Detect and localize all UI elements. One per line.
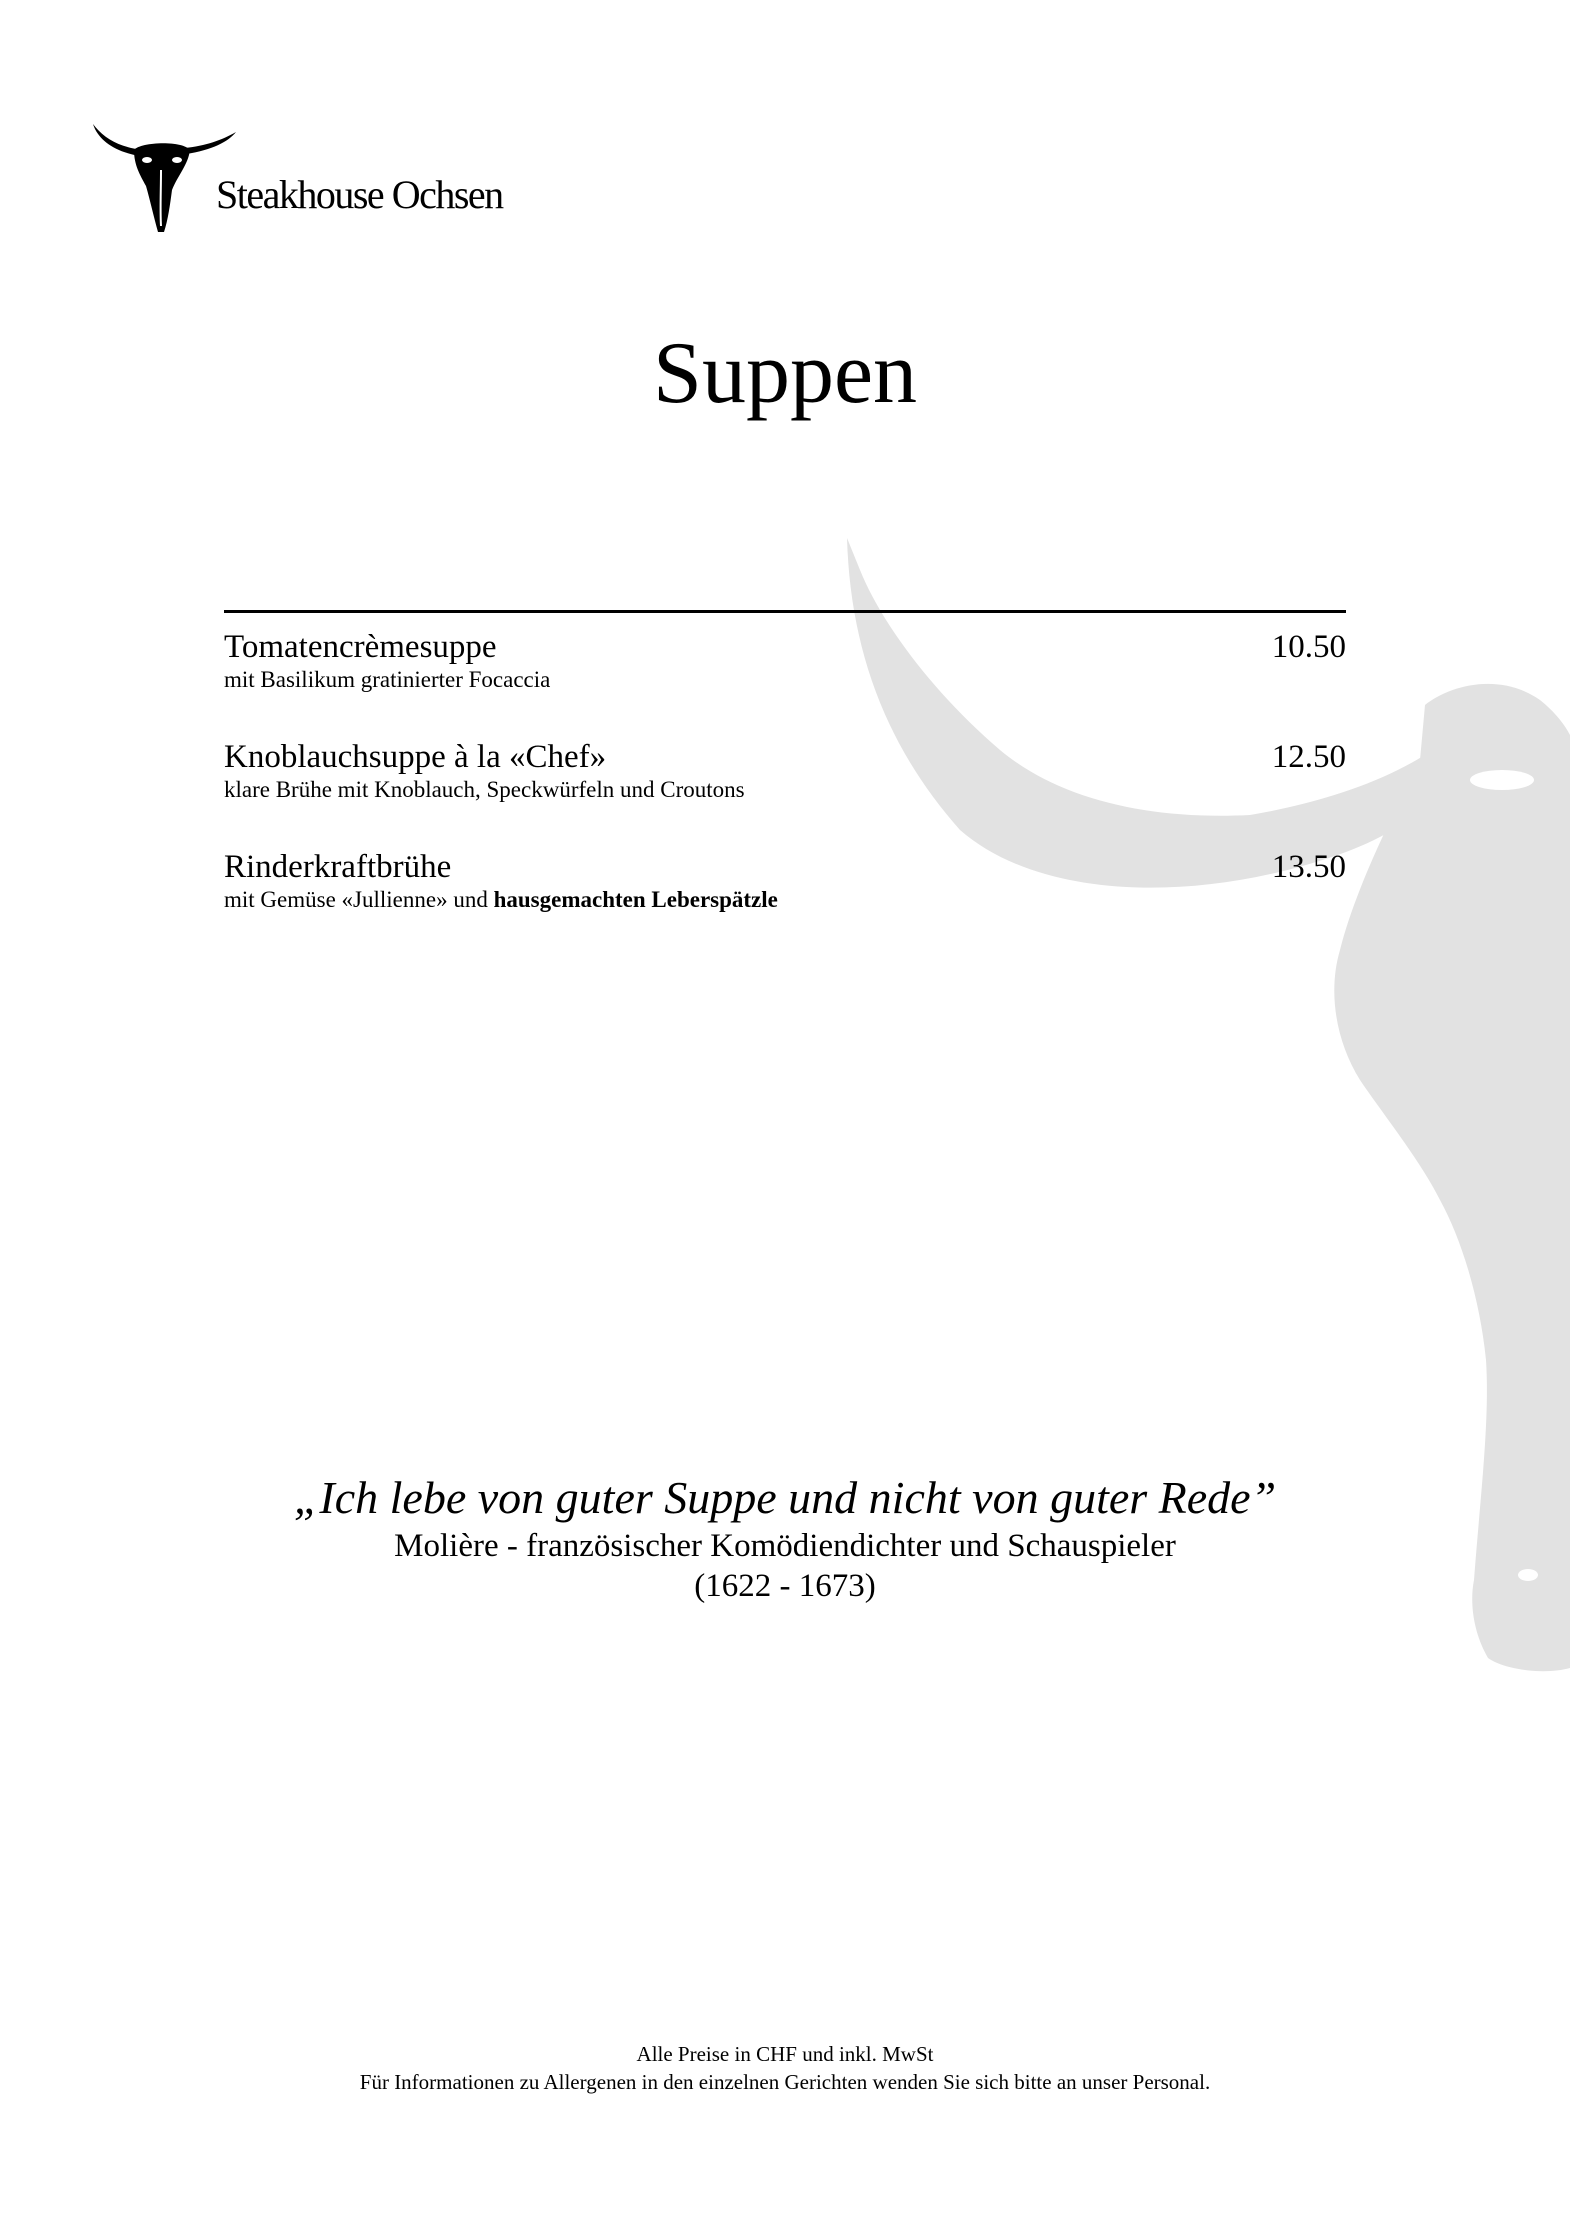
menu-item-description bbox=[224, 778, 1346, 801]
watermark-eye bbox=[1470, 770, 1534, 790]
menu-item bbox=[224, 631, 1346, 741]
menu-item-description bbox=[224, 668, 1346, 691]
menu-item-name: Knoblauchsuppe à la «Chef» bbox=[224, 739, 607, 775]
menu-item-header bbox=[224, 851, 1346, 884]
brand-name: Steakhouse Ochsen bbox=[216, 172, 503, 217]
menu-item-description-highlight: hausgemachten Leberspätzle bbox=[493, 887, 778, 912]
logo-right-horn bbox=[184, 132, 236, 154]
menu-item-description-text: mit Basilikum gratinierter Focaccia bbox=[224, 667, 551, 692]
footer bbox=[0, 2040, 1570, 2096]
allergen-note: Für Informationen zu Allergenen in den einzelnen Gerichten wenden Sie sich bitte an unser Personal. bbox=[359, 2070, 1211, 2094]
menu-item-description-text: mit Gemüse «Jullienne» und bbox=[224, 887, 488, 912]
menu-item-price: 12.50 bbox=[1271, 739, 1346, 775]
menu-item bbox=[224, 851, 1346, 961]
menu-item-name: Tomatencrèmesuppe bbox=[224, 629, 497, 665]
quote-block bbox=[0, 1470, 1570, 1606]
quote-author: Molière - französischer Komödiendichter und Schauspieler bbox=[394, 1528, 1176, 1564]
menu-item-price: 10.50 bbox=[1271, 629, 1346, 665]
page-title: Suppen bbox=[653, 325, 917, 422]
logo-right-eye bbox=[172, 157, 182, 163]
menu-item bbox=[224, 741, 1346, 851]
menu-divider bbox=[224, 610, 1346, 613]
menu-item-name: Rinderkraftbrühe bbox=[224, 849, 452, 885]
menu-item-price: 13.50 bbox=[1271, 849, 1346, 885]
quote-text: „Ich lebe von guter Suppe und nicht von guter Rede” bbox=[293, 1472, 1277, 1523]
logo-left-eye bbox=[142, 157, 152, 163]
prices-note: Alle Preise in CHF und inkl. MwSt bbox=[636, 2042, 934, 2066]
menu-item-description-text: klare Brühe mit Knoblauch, Speckwürfeln und Croutons bbox=[224, 777, 745, 802]
menu-item-header bbox=[224, 631, 1346, 664]
menu-item-description bbox=[224, 888, 1346, 911]
quote-years: (1622 - 1673) bbox=[694, 1568, 876, 1604]
logo-skull bbox=[134, 143, 190, 232]
menu-list bbox=[224, 631, 1346, 961]
menu-item-header bbox=[224, 741, 1346, 774]
